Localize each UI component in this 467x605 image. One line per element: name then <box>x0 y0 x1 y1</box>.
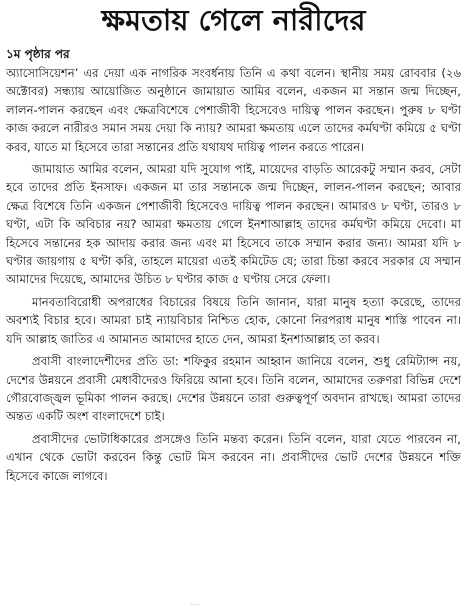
continued-from-label: ১ম পৃষ্ঠার পর <box>6 47 70 61</box>
article-body <box>6 64 461 489</box>
headline: ক্ষমতায় গেলে নারীদের <box>101 3 366 37</box>
paragraph: মানবতাবিরোধী অপরাধের বিচারের বিষয়ে তিনি জানান, যারা মানুষ হত্যা করেছে, তাদের অবশ্যই বিচার হবে। আমরা চাই ন্যায়বিচার নিশ্চিত হোক, কোনো নিরপরাধ মানুষ শাস্তি পাবেন না। যদি আল্লাহ জাতির এ আমানত আমাদের হাতে দেন, আমরা ইনশাআল্লাহ তা করব। <box>6 294 461 346</box>
paragraph: প্রবাসী বাংলাদেশীদের প্রতি ডা: শফিকুর রহমান আহ্বান জানিয়ে বলেন, শুধু রেমিট্যান্স নয়, দেশের উন্নয়নে প্রবাসী মেধাবীদেরও ফিরিয়ে আনা হবে। তিনি বলেন, আমাদের তরুণরা বিভিন্ন দেশে গৌরবোজ্জ্বল ভূমিকা পালন করছে। দেশের উন্নয়নে তারা গুরুত্বপূর্ণ অবদান রাখছে। আমরা তাদের অন্তত একটি অংশ বাংলাদেশে চাই। <box>6 354 461 424</box>
cropped-footer-text: ... <box>190 596 201 605</box>
paragraph: প্রবাসীদের ভোটাধিকারের প্রসঙ্গেও তিনি মন্তব্য করেন। তিনি বলেন, যারা যেতে পারবেন না, এখান থেকে ভোটা করবেন কিন্তু ভোট মিস করবেন না। প্রবাসীদের ভোট দেশের উন্নয়নে শক্তি হিসেবে কাজে লাগবে। <box>6 431 461 483</box>
paragraph: অ্যাসোসিয়েশন’ এর দেয়া এক নাগরিক সংবর্ধনায় তিনি এ কথা বলেন। স্থানীয় সময় রোববার (২৬ অক্টোবর) সন্ধ্যায় আয়োজিত অনুষ্ঠানে জামায়াত আমির বলেন, একজন মা সন্তান জন্ম দিচ্ছেন, লালন-পালন করছেন এবং ক্ষেত্রবিশেষে পেশাজীবী হিসেবেও দায়িত্ব পালন করছেন। পুরুষ ৮ ঘণ্টা কাজ করলে নারীরও সমান সময় দেয়া কি ন্যায়? আমরা ক্ষমতায় এলে তাদের কর্মঘণ্টা কমিয়ে ৫ ঘণ্টা করব, যাতে মা হিসেবে তারা সন্তানের প্রতি যথাযথ দায়িত্ব পালন করতে পারেন। <box>6 66 461 154</box>
paragraph: জামায়াত আমির বলেন, আমরা যদি সুযোগ পাই, মায়েদের বাড়তি আরেকটু সম্মান করব, সেটা হবে তাদের প্রতি ইনসাফ। একজন মা তার সন্তানকে জন্ম দিচ্ছেন, লালন-পালন করছেন; আবার ক্ষেত্র বিশেষে তিনি একজন পেশাজীবী হিসেবেও দায়িত্ব পালন করছেন। আমারও ৮ ঘণ্টা, তারও ৮ ঘণ্টা, এটা কি অবিচার নয়? আমরা ক্ষমতায় গেলে ইনশাআল্লাহ তাদের কর্মঘণ্টা কমিয়ে দেবো। মা হিসেবে সন্তানের হক আদায় করার জন্য এবং মা হিসেবে তাকে সম্মান করার জন্য। আমরা যদি ৮ ঘণ্টার জায়গায় ৫ ঘণ্টা করি, তাহলে মায়েরা এতই কমিটেড যে; তারা চিন্তা করবে সরকার যে সম্মান আমাদের দিয়েছে, আমাদের উচিত ৮ ঘণ্টার কাজ ৫ ঘণ্টায় সেরে ফেলা। <box>6 162 461 287</box>
